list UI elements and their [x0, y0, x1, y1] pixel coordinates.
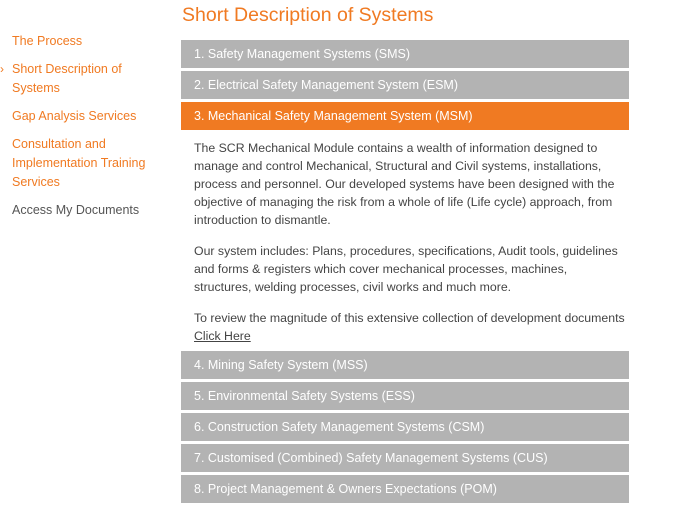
sidebar-item-label: Services: [12, 175, 60, 189]
accordion-header-esm[interactable]: 2. Electrical Safety Management System (ESM): [181, 71, 629, 99]
sidebar-nav: [0, 32, 165, 229]
sidebar-item-short-description[interactable]: [0, 60, 165, 98]
sidebar-item-label: Systems: [12, 81, 60, 95]
sidebar-item-the-process[interactable]: [0, 32, 165, 51]
review-text: To review the magnitude of this extensive collection of development documents: [194, 311, 625, 325]
accordion-header-sms[interactable]: 1. Safety Management Systems (SMS): [181, 40, 629, 68]
sidebar-item-label: The Process: [12, 34, 83, 48]
click-here-link[interactable]: Click Here: [194, 329, 251, 343]
sidebar-item-access-documents[interactable]: [0, 201, 165, 220]
sidebar-item-label: Access My Documents: [12, 203, 140, 217]
accordion-header-msm[interactable]: 3. Mechanical Safety Management System (MSM): [181, 102, 629, 130]
sidebar-item-label: Consultation and: [12, 137, 106, 151]
accordion-header-mss[interactable]: 4. Mining Safety System (MSS): [181, 351, 629, 379]
sidebar-item-label: Short Description of: [12, 62, 122, 76]
chevron-right-icon: ›: [0, 62, 4, 76]
msm-includes: Our system includes: Plans, procedures, specifications, Audit tools, guidelines and forms & registers which cover mechanical processes, machines, structures, welding processes, civil works and much more.: [194, 244, 618, 294]
sidebar-item-label: Gap Analysis Services: [12, 109, 137, 123]
msm-description: The SCR Mechanical Module contains a wealth of information designed to manage and control Mechanical, Structural and Civil systems, installations, process and personnel. Our developed systems have been designed with the objective of managing the risk from a whole of life (Life cycle) approach, from introduction to dismantle.: [194, 141, 615, 227]
sidebar-item-consultation[interactable]: [0, 135, 165, 192]
accordion-header-cus[interactable]: 7. Customised (Combined) Safety Management Systems (CUS): [181, 444, 629, 472]
sidebar-item-label: Implementation Training: [12, 156, 146, 170]
page-title: Short Description of Systems: [182, 4, 434, 26]
accordion-header-csm[interactable]: 6. Construction Safety Management Systems (CSM): [181, 413, 629, 441]
accordion-header-ess[interactable]: 5. Environmental Safety Systems (ESS): [181, 382, 629, 410]
main-content: [181, 0, 629, 506]
sidebar-item-gap-analysis[interactable]: [0, 107, 165, 126]
msm-review-text: [194, 309, 625, 345]
accordion-panel-msm: [181, 133, 629, 351]
accordion-header-pom[interactable]: 8. Project Management & Owners Expectations (POM): [181, 475, 629, 503]
